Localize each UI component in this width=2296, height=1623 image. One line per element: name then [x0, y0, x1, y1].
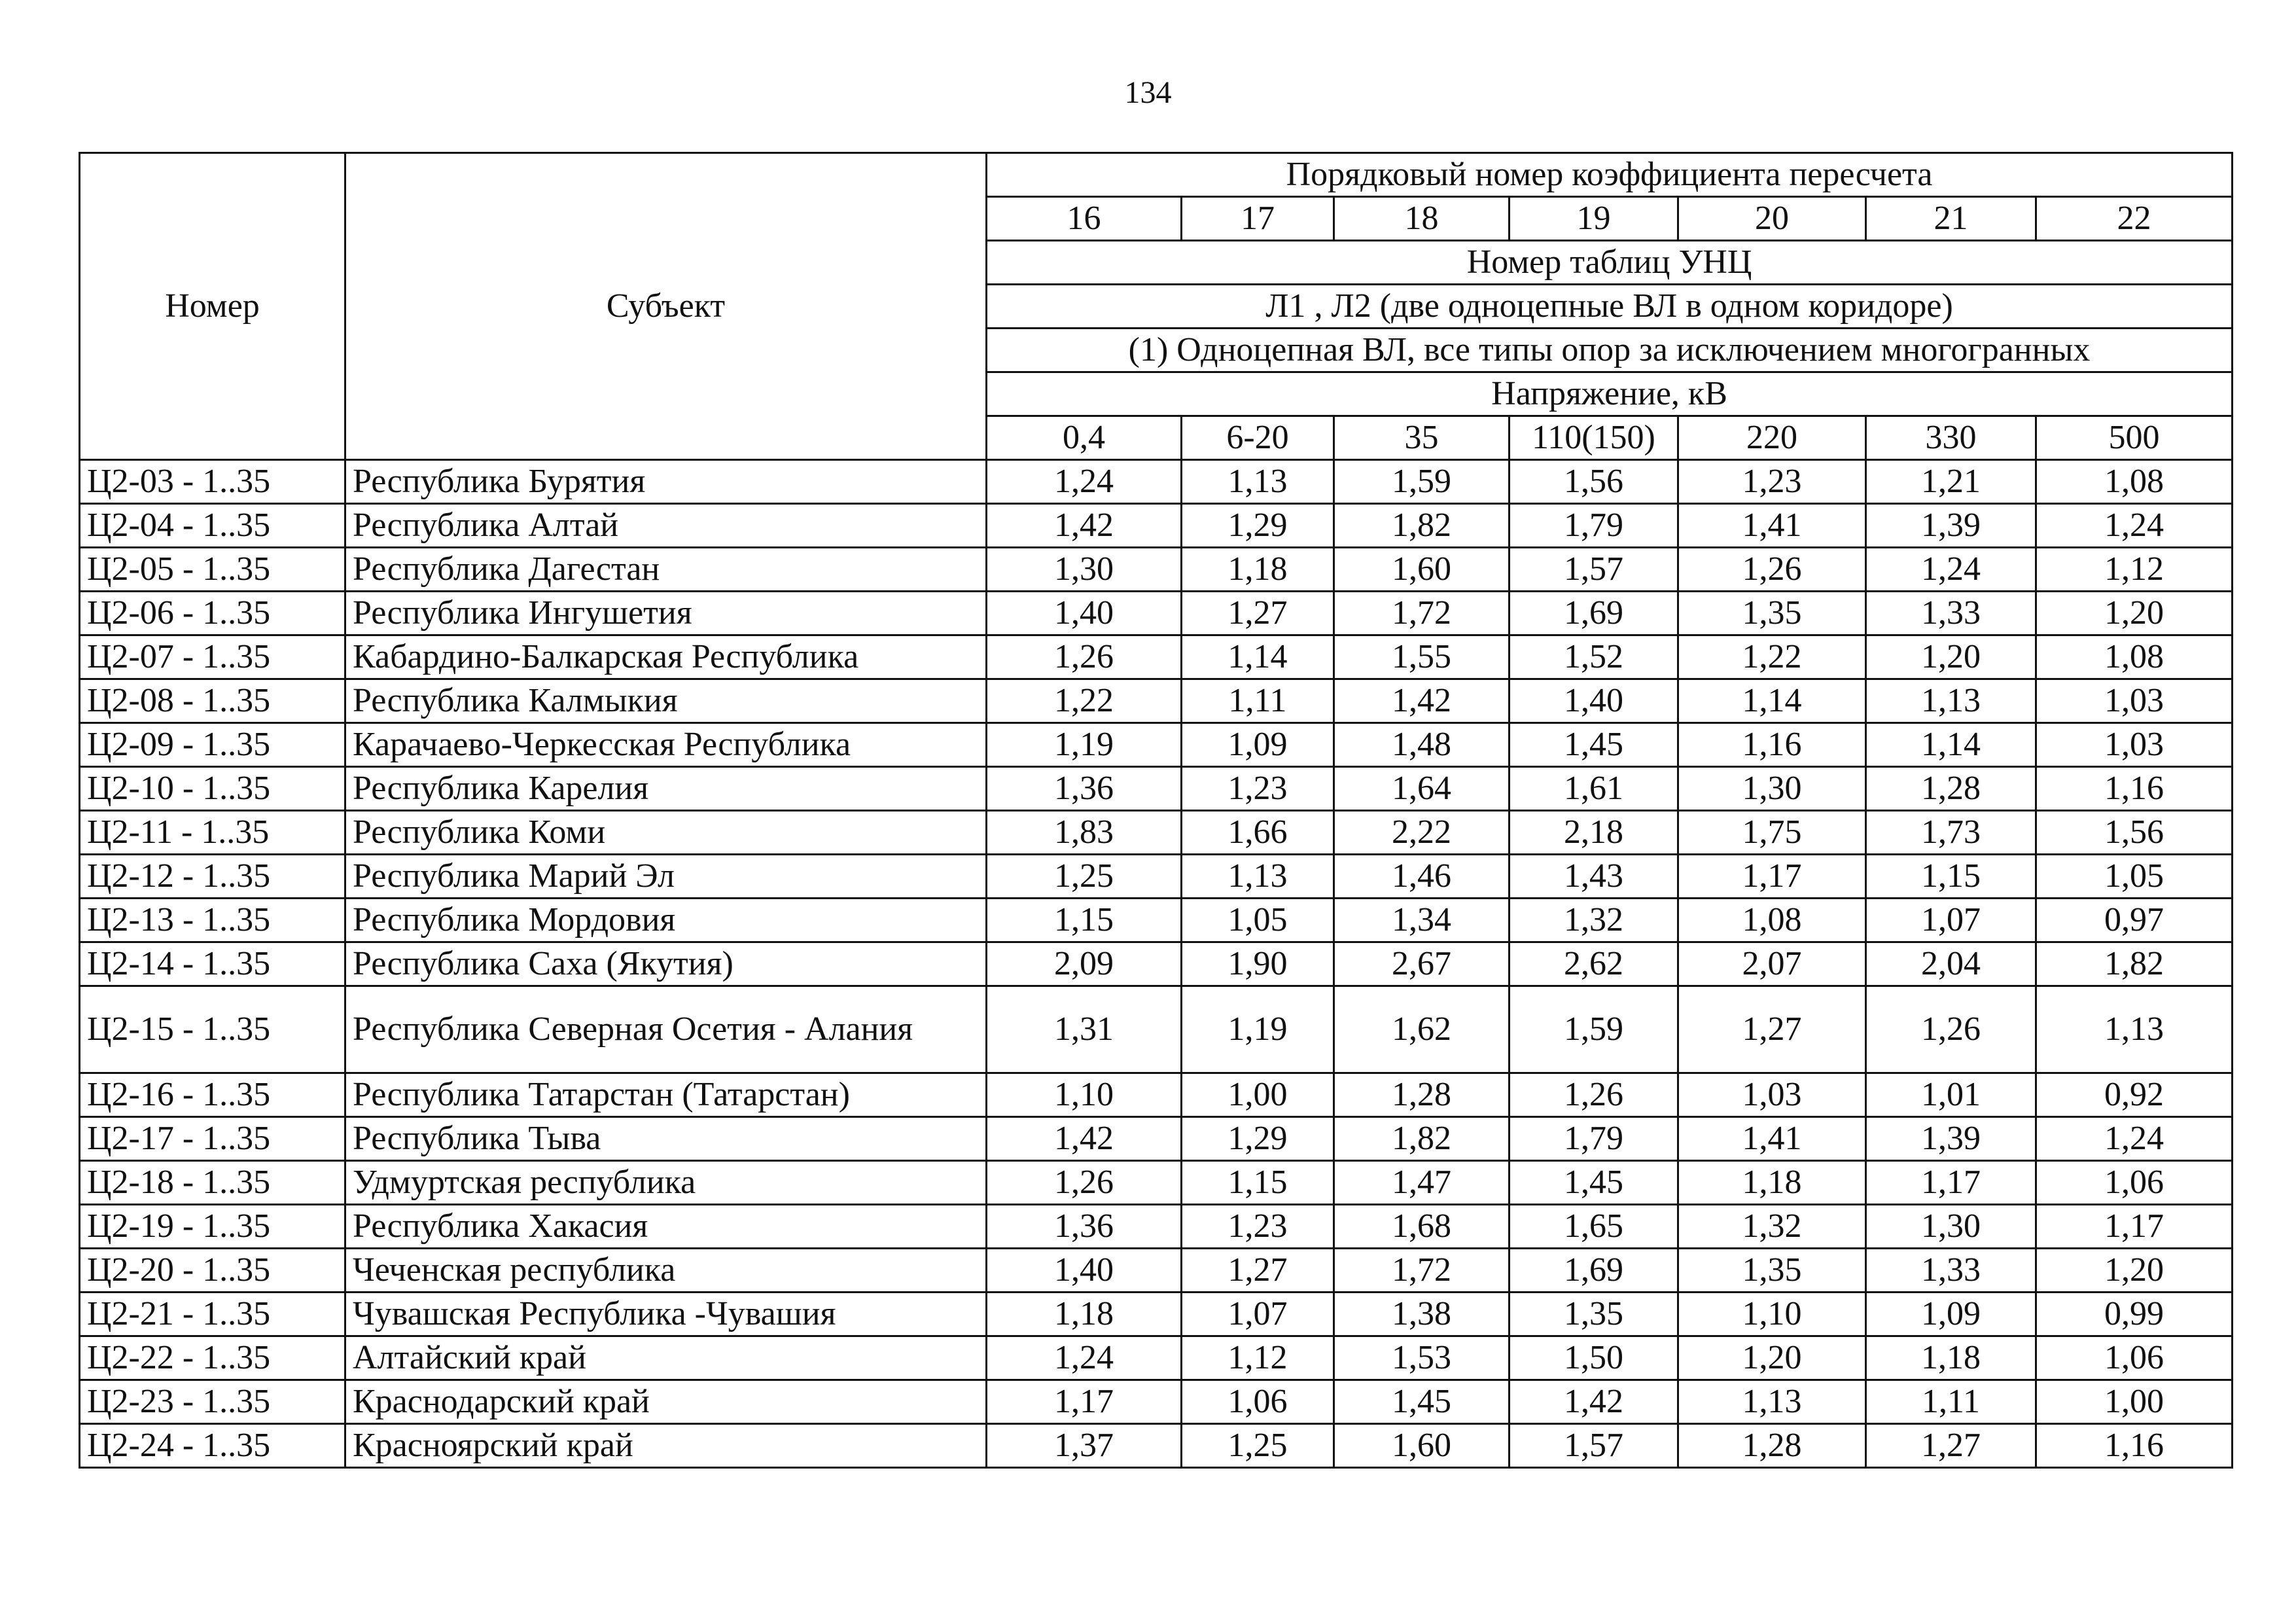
- value-cell: 1,60: [1334, 1424, 1510, 1468]
- value-cell: 1,39: [1866, 504, 2036, 548]
- row-subject-cell: Республика Дагестан: [345, 548, 987, 592]
- value-cell: 1,18: [1678, 1161, 1866, 1205]
- value-cell: 1,83: [987, 811, 1182, 855]
- row-subject-cell: Краснодарский край: [345, 1380, 987, 1424]
- row-subject-cell: Республика Татарстан (Татарстан): [345, 1073, 987, 1117]
- row-subject-cell: Республика Тыва: [345, 1117, 987, 1161]
- value-cell: 1,28: [1678, 1424, 1866, 1468]
- value-cell: 1,65: [1510, 1205, 1678, 1249]
- value-cell: 1,27: [1182, 1249, 1334, 1293]
- header-number: Номер: [80, 153, 345, 460]
- value-cell: 1,19: [1182, 986, 1334, 1073]
- value-cell: 2,09: [987, 942, 1182, 986]
- value-cell: 1,45: [1510, 723, 1678, 767]
- row-subject-cell: Республика Карелия: [345, 767, 987, 811]
- coef-number-cell: 19: [1510, 197, 1678, 241]
- value-cell: 1,66: [1182, 811, 1334, 855]
- value-cell: 1,03: [2036, 679, 2233, 723]
- row-subject-cell: Чувашская Республика -Чувашия: [345, 1293, 987, 1336]
- value-cell: 1,15: [1866, 855, 2036, 899]
- value-cell: 1,26: [987, 635, 1182, 679]
- value-cell: 0,97: [2036, 899, 2233, 942]
- value-cell: 1,30: [1866, 1205, 2036, 1249]
- row-subject-cell: Республика Мордовия: [345, 899, 987, 942]
- voltage-cell: 330: [1866, 416, 2036, 460]
- table-row: [80, 811, 2233, 855]
- value-cell: 1,17: [987, 1380, 1182, 1424]
- row-subject-cell: Удмуртская республика: [345, 1161, 987, 1205]
- row-number-cell: Ц2-15 - 1..35: [80, 986, 345, 1073]
- table-row: [80, 1117, 2233, 1161]
- table-row: [80, 1073, 2233, 1117]
- value-cell: 1,26: [1510, 1073, 1678, 1117]
- value-cell: 1,40: [987, 1249, 1182, 1293]
- value-cell: 1,32: [1678, 1205, 1866, 1249]
- row-subject-cell: Республика Калмыкия: [345, 679, 987, 723]
- row-subject-cell: Карачаево-Черкесская Республика: [345, 723, 987, 767]
- value-cell: 1,34: [1334, 899, 1510, 942]
- value-cell: 1,05: [1182, 899, 1334, 942]
- row-subject-cell: Республика Алтай: [345, 504, 987, 548]
- value-cell: 1,06: [2036, 1161, 2233, 1205]
- value-cell: 1,24: [1866, 548, 2036, 592]
- coef-number-cell: 17: [1182, 197, 1334, 241]
- value-cell: 1,24: [2036, 504, 2233, 548]
- value-cell: 1,10: [987, 1073, 1182, 1117]
- value-cell: 1,05: [2036, 855, 2233, 899]
- table-row: [80, 504, 2233, 548]
- value-cell: 1,28: [1866, 767, 2036, 811]
- voltage-cell: 110(150): [1510, 416, 1678, 460]
- value-cell: 1,14: [1866, 723, 2036, 767]
- header-voltage-title: Напряжение, кВ: [987, 372, 2233, 416]
- row-subject-cell: Республика Бурятия: [345, 460, 987, 504]
- value-cell: 1,35: [1678, 1249, 1866, 1293]
- value-cell: 1,17: [1866, 1161, 2036, 1205]
- value-cell: 1,43: [1510, 855, 1678, 899]
- row-number-cell: Ц2-07 - 1..35: [80, 635, 345, 679]
- value-cell: 1,17: [1678, 855, 1866, 899]
- value-cell: 1,75: [1678, 811, 1866, 855]
- value-cell: 1,06: [1182, 1380, 1334, 1424]
- header-coef-title: Порядковый номер коэффициента пересчета: [987, 153, 2233, 197]
- value-cell: 1,03: [2036, 723, 2233, 767]
- row-number-cell: Ц2-11 - 1..35: [80, 811, 345, 855]
- table-row: [80, 1424, 2233, 1468]
- coefficient-table: [79, 152, 2233, 1469]
- value-cell: 1,37: [987, 1424, 1182, 1468]
- table-row: [80, 592, 2233, 635]
- value-cell: 1,50: [1510, 1336, 1678, 1380]
- value-cell: 1,11: [1866, 1380, 2036, 1424]
- value-cell: 1,20: [1678, 1336, 1866, 1380]
- value-cell: 1,56: [2036, 811, 2233, 855]
- value-cell: 1,13: [1678, 1380, 1866, 1424]
- row-subject-cell: Чеченская республика: [345, 1249, 987, 1293]
- value-cell: 1,18: [987, 1293, 1182, 1336]
- value-cell: 1,42: [1334, 679, 1510, 723]
- value-cell: 1,45: [1510, 1161, 1678, 1205]
- row-number-cell: Ц2-13 - 1..35: [80, 899, 345, 942]
- value-cell: 1,10: [1678, 1293, 1866, 1336]
- value-cell: 1,79: [1510, 1117, 1678, 1161]
- row-number-cell: Ц2-22 - 1..35: [80, 1336, 345, 1380]
- value-cell: 1,61: [1510, 767, 1678, 811]
- value-cell: 1,42: [987, 1117, 1182, 1161]
- row-number-cell: Ц2-06 - 1..35: [80, 592, 345, 635]
- row-subject-cell: Алтайский край: [345, 1336, 987, 1380]
- value-cell: 1,23: [1182, 1205, 1334, 1249]
- voltage-cell: 35: [1334, 416, 1510, 460]
- row-subject-cell: Республика Саха (Якутия): [345, 942, 987, 986]
- value-cell: 1,15: [1182, 1161, 1334, 1205]
- value-cell: 1,47: [1334, 1161, 1510, 1205]
- value-cell: 1,09: [1866, 1293, 2036, 1336]
- value-cell: 1,31: [987, 986, 1182, 1073]
- row-number-cell: Ц2-04 - 1..35: [80, 504, 345, 548]
- row-subject-cell: Республика Северная Осетия - Алания: [345, 986, 987, 1073]
- value-cell: 1,40: [1510, 679, 1678, 723]
- value-cell: 2,22: [1334, 811, 1510, 855]
- value-cell: 1,08: [2036, 635, 2233, 679]
- value-cell: 1,16: [2036, 767, 2233, 811]
- value-cell: 1,14: [1678, 679, 1866, 723]
- value-cell: 1,06: [2036, 1336, 2233, 1380]
- table-body: [80, 460, 2233, 1468]
- table-row: [80, 1161, 2233, 1205]
- value-cell: 1,33: [1866, 1249, 2036, 1293]
- row-subject-cell: Республика Ингушетия: [345, 592, 987, 635]
- value-cell: 1,41: [1678, 504, 1866, 548]
- value-cell: 1,20: [1866, 635, 2036, 679]
- row-number-cell: Ц2-23 - 1..35: [80, 1380, 345, 1424]
- value-cell: 1,21: [1866, 460, 2036, 504]
- coef-number-cell: 18: [1334, 197, 1510, 241]
- row-number-cell: Ц2-20 - 1..35: [80, 1249, 345, 1293]
- value-cell: 1,13: [2036, 986, 2233, 1073]
- value-cell: 1,45: [1334, 1380, 1510, 1424]
- value-cell: 1,38: [1334, 1293, 1510, 1336]
- table-row: [80, 460, 2233, 504]
- table-row: [80, 1205, 2233, 1249]
- value-cell: 1,72: [1334, 1249, 1510, 1293]
- value-cell: 2,62: [1510, 942, 1678, 986]
- value-cell: 1,40: [987, 592, 1182, 635]
- value-cell: 1,16: [2036, 1424, 2233, 1468]
- value-cell: 1,68: [1334, 1205, 1510, 1249]
- value-cell: 1,24: [987, 1336, 1182, 1380]
- row-number-cell: Ц2-14 - 1..35: [80, 942, 345, 986]
- table-row: [80, 899, 2233, 942]
- value-cell: 1,00: [2036, 1380, 2233, 1424]
- row-subject-cell: Республика Марий Эл: [345, 855, 987, 899]
- value-cell: 1,69: [1510, 592, 1678, 635]
- row-number-cell: Ц2-10 - 1..35: [80, 767, 345, 811]
- value-cell: 2,67: [1334, 942, 1510, 986]
- value-cell: 1,18: [1866, 1336, 2036, 1380]
- value-cell: 1,36: [987, 1205, 1182, 1249]
- value-cell: 1,60: [1334, 548, 1510, 592]
- header-subject: Субъект: [345, 153, 987, 460]
- value-cell: 1,26: [1678, 548, 1866, 592]
- row-number-cell: Ц2-08 - 1..35: [80, 679, 345, 723]
- table-row: [80, 1380, 2233, 1424]
- row-subject-cell: Республика Хакасия: [345, 1205, 987, 1249]
- value-cell: 2,04: [1866, 942, 2036, 986]
- value-cell: 1,13: [1182, 460, 1334, 504]
- value-cell: 1,42: [1510, 1380, 1678, 1424]
- row-number-cell: Ц2-21 - 1..35: [80, 1293, 345, 1336]
- value-cell: 1,00: [1182, 1073, 1334, 1117]
- value-cell: 2,18: [1510, 811, 1678, 855]
- value-cell: 0,99: [2036, 1293, 2233, 1336]
- voltage-cell: 220: [1678, 416, 1866, 460]
- value-cell: 1,17: [2036, 1205, 2233, 1249]
- value-cell: 1,62: [1334, 986, 1510, 1073]
- value-cell: 1,72: [1334, 592, 1510, 635]
- table-row: [80, 679, 2233, 723]
- value-cell: 1,46: [1334, 855, 1510, 899]
- row-number-cell: Ц2-17 - 1..35: [80, 1117, 345, 1161]
- row-number-cell: Ц2-12 - 1..35: [80, 855, 345, 899]
- value-cell: 1,55: [1334, 635, 1510, 679]
- value-cell: 1,33: [1866, 592, 2036, 635]
- table-row: [80, 855, 2233, 899]
- value-cell: 1,20: [2036, 592, 2233, 635]
- value-cell: 1,20: [2036, 1249, 2233, 1293]
- table-row: [80, 723, 2233, 767]
- value-cell: 1,15: [987, 899, 1182, 942]
- value-cell: 1,25: [1182, 1424, 1334, 1468]
- value-cell: 1,07: [1182, 1293, 1334, 1336]
- row-subject-cell: Красноярский край: [345, 1424, 987, 1468]
- table-row: [80, 635, 2233, 679]
- header-unc-tables: Л1 , Л2 (две одноцепные ВЛ в одном коридоре): [987, 285, 2233, 329]
- header-unc-title: Номер таблиц УНЦ: [987, 241, 2233, 285]
- value-cell: 2,07: [1678, 942, 1866, 986]
- value-cell: 1,57: [1510, 1424, 1678, 1468]
- value-cell: 1,13: [1866, 679, 2036, 723]
- value-cell: 1,19: [987, 723, 1182, 767]
- value-cell: 1,82: [2036, 942, 2233, 986]
- value-cell: 1,09: [1182, 723, 1334, 767]
- table-row: [80, 548, 2233, 592]
- value-cell: 1,42: [987, 504, 1182, 548]
- row-subject-cell: Кабардино-Балкарская Республика: [345, 635, 987, 679]
- value-cell: 1,82: [1334, 1117, 1510, 1161]
- table-row: [80, 942, 2233, 986]
- value-cell: 1,27: [1678, 986, 1866, 1073]
- coef-number-cell: 20: [1678, 197, 1866, 241]
- table-row: [80, 1293, 2233, 1336]
- value-cell: 0,92: [2036, 1073, 2233, 1117]
- value-cell: 1,30: [987, 548, 1182, 592]
- value-cell: 1,24: [2036, 1117, 2233, 1161]
- value-cell: 1,07: [1866, 899, 2036, 942]
- value-cell: 1,27: [1866, 1424, 2036, 1468]
- value-cell: 1,52: [1510, 635, 1678, 679]
- value-cell: 1,22: [987, 679, 1182, 723]
- value-cell: 1,69: [1510, 1249, 1678, 1293]
- page-number: 134: [1124, 75, 1172, 110]
- row-number-cell: Ц2-09 - 1..35: [80, 723, 345, 767]
- header-line-type: (1) Одноцепная ВЛ, все типы опор за исключением многогранных: [987, 329, 2233, 372]
- value-cell: 1,59: [1510, 986, 1678, 1073]
- voltage-cell: 500: [2036, 416, 2233, 460]
- value-cell: 1,90: [1182, 942, 1334, 986]
- value-cell: 1,28: [1334, 1073, 1510, 1117]
- row-number-cell: Ц2-16 - 1..35: [80, 1073, 345, 1117]
- coef-number-cell: 21: [1866, 197, 2036, 241]
- table-row: [80, 986, 2233, 1073]
- voltage-cell: 6-20: [1182, 416, 1334, 460]
- value-cell: 1,12: [1182, 1336, 1334, 1380]
- table-row: [80, 1336, 2233, 1380]
- coef-number-cell: 16: [987, 197, 1182, 241]
- value-cell: 1,41: [1678, 1117, 1866, 1161]
- value-cell: 1,59: [1334, 460, 1510, 504]
- value-cell: 1,35: [1678, 592, 1866, 635]
- value-cell: 1,26: [1866, 986, 2036, 1073]
- value-cell: 1,23: [1182, 767, 1334, 811]
- value-cell: 1,56: [1510, 460, 1678, 504]
- value-cell: 1,24: [987, 460, 1182, 504]
- value-cell: 1,08: [1678, 899, 1866, 942]
- value-cell: 1,03: [1678, 1073, 1866, 1117]
- row-number-cell: Ц2-24 - 1..35: [80, 1424, 345, 1468]
- value-cell: 1,13: [1182, 855, 1334, 899]
- table-row: [80, 767, 2233, 811]
- value-cell: 1,39: [1866, 1117, 2036, 1161]
- voltage-cell: 0,4: [987, 416, 1182, 460]
- value-cell: 1,79: [1510, 504, 1678, 548]
- value-cell: 1,08: [2036, 460, 2233, 504]
- value-cell: 1,11: [1182, 679, 1334, 723]
- value-cell: 1,73: [1866, 811, 2036, 855]
- value-cell: 1,82: [1334, 504, 1510, 548]
- value-cell: 1,01: [1866, 1073, 2036, 1117]
- row-subject-cell: Республика Коми: [345, 811, 987, 855]
- value-cell: 1,64: [1334, 767, 1510, 811]
- value-cell: 1,30: [1678, 767, 1866, 811]
- value-cell: 1,57: [1510, 548, 1678, 592]
- value-cell: 1,35: [1510, 1293, 1678, 1336]
- value-cell: 1,12: [2036, 548, 2233, 592]
- value-cell: 1,25: [987, 855, 1182, 899]
- value-cell: 1,29: [1182, 1117, 1334, 1161]
- row-number-cell: Ц2-18 - 1..35: [80, 1161, 345, 1205]
- value-cell: 1,36: [987, 767, 1182, 811]
- coef-number-cell: 22: [2036, 197, 2233, 241]
- value-cell: 1,27: [1182, 592, 1334, 635]
- value-cell: 1,26: [987, 1161, 1182, 1205]
- value-cell: 1,29: [1182, 504, 1334, 548]
- value-cell: 1,16: [1678, 723, 1866, 767]
- value-cell: 1,48: [1334, 723, 1510, 767]
- value-cell: 1,22: [1678, 635, 1866, 679]
- value-cell: 1,32: [1510, 899, 1678, 942]
- row-number-cell: Ц2-05 - 1..35: [80, 548, 345, 592]
- table-header: [80, 153, 2233, 460]
- value-cell: 1,53: [1334, 1336, 1510, 1380]
- table-row: [80, 1249, 2233, 1293]
- value-cell: 1,18: [1182, 548, 1334, 592]
- value-cell: 1,23: [1678, 460, 1866, 504]
- value-cell: 1,14: [1182, 635, 1334, 679]
- row-number-cell: Ц2-19 - 1..35: [80, 1205, 345, 1249]
- row-number-cell: Ц2-03 - 1..35: [80, 460, 345, 504]
